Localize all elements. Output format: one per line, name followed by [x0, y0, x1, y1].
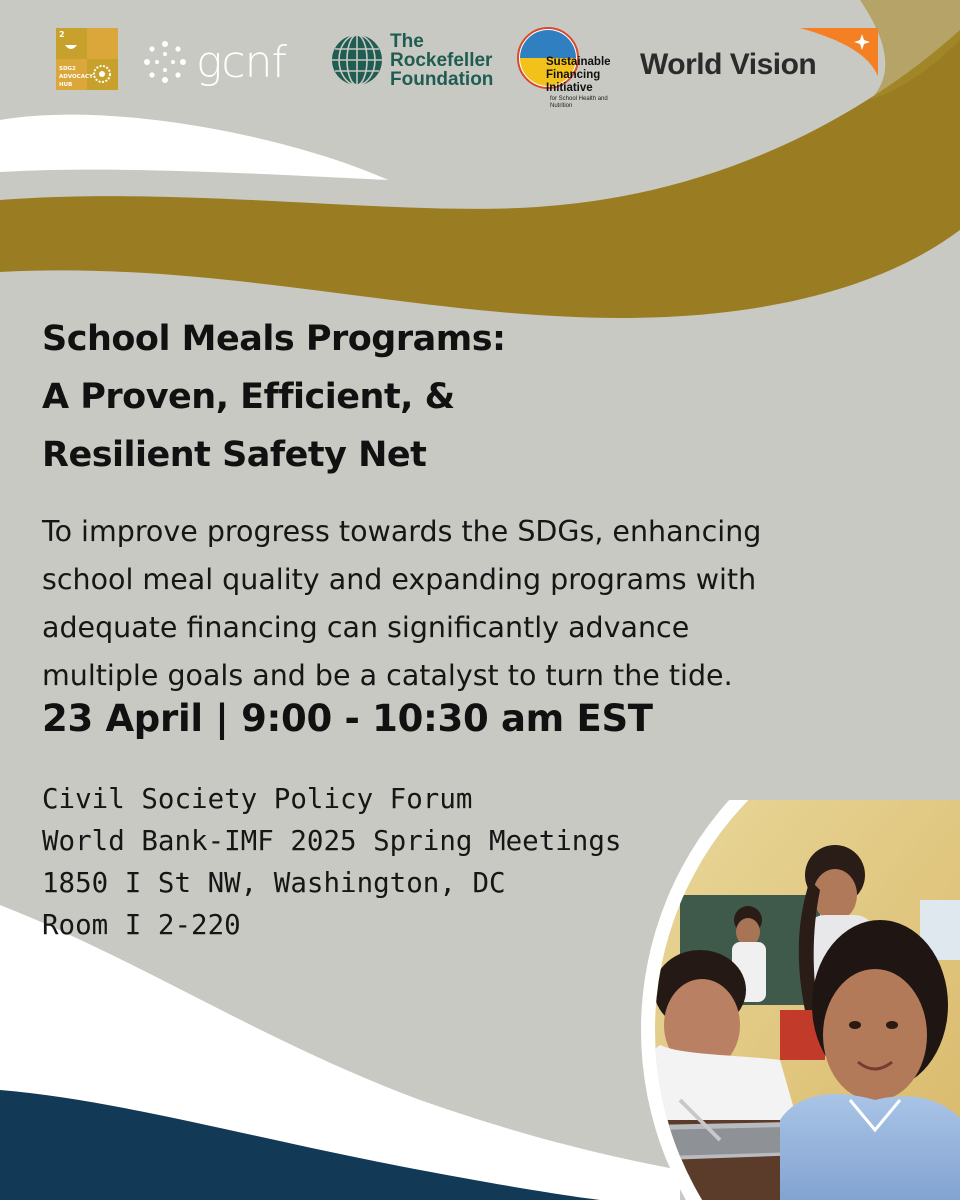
venue-line: World Bank-IMF 2025 Spring Meetings — [42, 825, 622, 857]
event-description — [42, 508, 922, 700]
title-line: A Proven, Efficient, & — [42, 377, 455, 417]
world-vision-star-icon — [800, 28, 880, 78]
world-vision-wordmark: World Vision — [640, 48, 817, 81]
description-line: adequate financing can significantly advance — [42, 611, 690, 644]
title-line: Resilient Safety Net — [42, 435, 427, 475]
gcnf-wordmark: gcnf — [196, 36, 286, 88]
venue-line: Room I 2-220 — [42, 909, 241, 941]
globe-icon — [330, 33, 384, 87]
svg-text:SDG2: SDG2 — [59, 66, 76, 72]
event-venue — [42, 778, 621, 946]
rockefeller-wordmark: The Rockefeller Foundation — [390, 30, 494, 90]
gcnf-logo — [142, 34, 286, 90]
svg-text:HUB: HUB — [59, 82, 73, 88]
description-line: multiple goals and be a catalyst to turn the tide. — [42, 659, 733, 692]
world-vision-logo — [640, 28, 880, 88]
sfi-wordmark: Sustainable Financing Initiative — [546, 56, 611, 94]
venue-line: Civil Society Policy Forum — [42, 783, 473, 815]
rockefeller-foundation-logo — [330, 28, 493, 92]
event-datetime: 23 April | 9:00 - 10:30 am EST — [42, 697, 653, 740]
sustainable-financing-initiative-logo — [516, 26, 626, 118]
svg-text:2: 2 — [59, 30, 65, 39]
gcnf-dots-icon — [142, 39, 188, 85]
venue-line: 1850 I St NW, Washington, DC — [42, 867, 506, 899]
description-line: school meal quality and expanding programs with — [42, 563, 757, 596]
sfi-subtitle: for School Health and Nutrition — [550, 96, 608, 109]
event-title — [42, 310, 762, 484]
title-line: School Meals Programs: — [42, 319, 506, 359]
description-line: To improve progress towards the SDGs, enhancing — [42, 515, 762, 548]
svg-text:ADVOCACY: ADVOCACY — [59, 74, 93, 80]
sdg2-advocacy-hub-logo — [56, 28, 118, 90]
students-photo — [640, 800, 960, 1200]
